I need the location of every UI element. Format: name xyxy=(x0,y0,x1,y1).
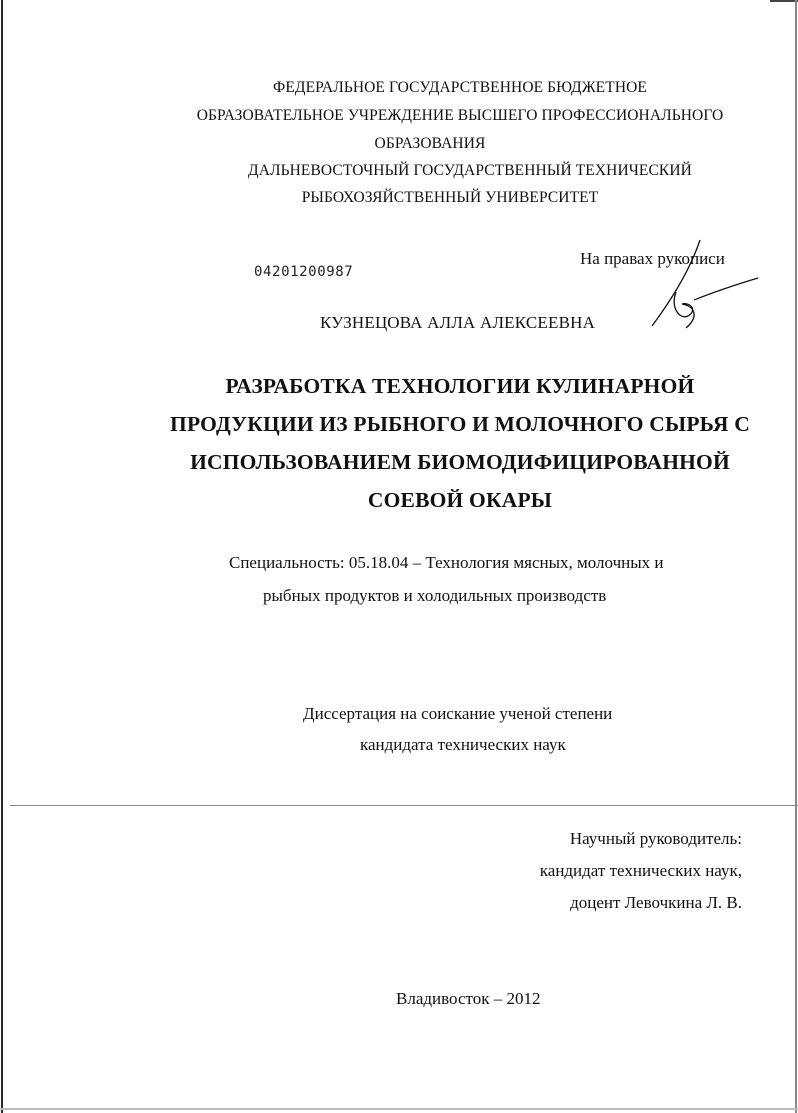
scan-edge-bottom xyxy=(0,1108,798,1110)
scan-edge-left xyxy=(1,0,3,1113)
scan-edge-right xyxy=(795,0,797,1113)
title-line-4: СОЕВОЙ ОКАРЫ xyxy=(367,488,553,512)
org-line-1: ФЕДЕРАЛЬНОЕ ГОСУДАРСТВЕННОЕ БЮДЖЕТНОЕ xyxy=(273,79,647,96)
degree-line-1: Диссертация на соискание ученой степени xyxy=(303,704,613,723)
supervisor-degree: кандидат технических наук, xyxy=(539,861,742,880)
specialty-line-1: Специальность: 05.18.04 – Технология мясных, молочных и xyxy=(229,553,664,572)
manuscript-note: На правах рукописи xyxy=(580,249,725,268)
supervisor-name: доцент Левочкина Л. В. xyxy=(570,893,742,912)
specialty-line-2: рыбных продуктов и холодильных производств xyxy=(263,586,607,605)
org-line-4: ДАЛЬНЕВОСТОЧНЫЙ ГОСУДАРСТВЕННЫЙ ТЕХНИЧЕСКИЙ xyxy=(248,162,692,179)
org-line-3: ОБРАЗОВАНИЯ xyxy=(374,135,486,152)
org-line-5: РЫБОХОЗЯЙСТВЕННЫЙ УНИВЕРСИТЕТ xyxy=(301,189,599,206)
degree-line-2: кандидата технических наук xyxy=(360,735,566,754)
author-name: КУЗНЕЦОВА АЛЛА АЛЕКСЕЕВНА xyxy=(320,313,596,332)
scan-edge-top xyxy=(770,0,798,2)
title-line-2: ПРОДУКЦИИ ИЗ РЫБНОГО И МОЛОЧНОГО СЫРЬЯ С xyxy=(170,412,750,436)
place-year: Владивосток – 2012 xyxy=(396,989,541,1008)
title-line-3: ИСПОЛЬЗОВАНИЕМ БИОМОДИФИЦИРОВАННОЙ xyxy=(190,450,730,474)
scan-fold-line xyxy=(10,805,798,806)
org-line-2: ОБРАЗОВАТЕЛЬНОЕ УЧРЕЖДЕНИЕ ВЫСШЕГО ПРОФЕССИОНАЛЬНОГО xyxy=(196,107,724,124)
signature-image xyxy=(640,236,770,336)
supervisor-label: Научный руководитель: xyxy=(569,829,742,848)
registration-number: 04201200987 xyxy=(254,264,354,280)
title-line-1: РАЗРАБОТКА ТЕХНОЛОГИИ КУЛИНАРНОЙ xyxy=(225,374,695,398)
